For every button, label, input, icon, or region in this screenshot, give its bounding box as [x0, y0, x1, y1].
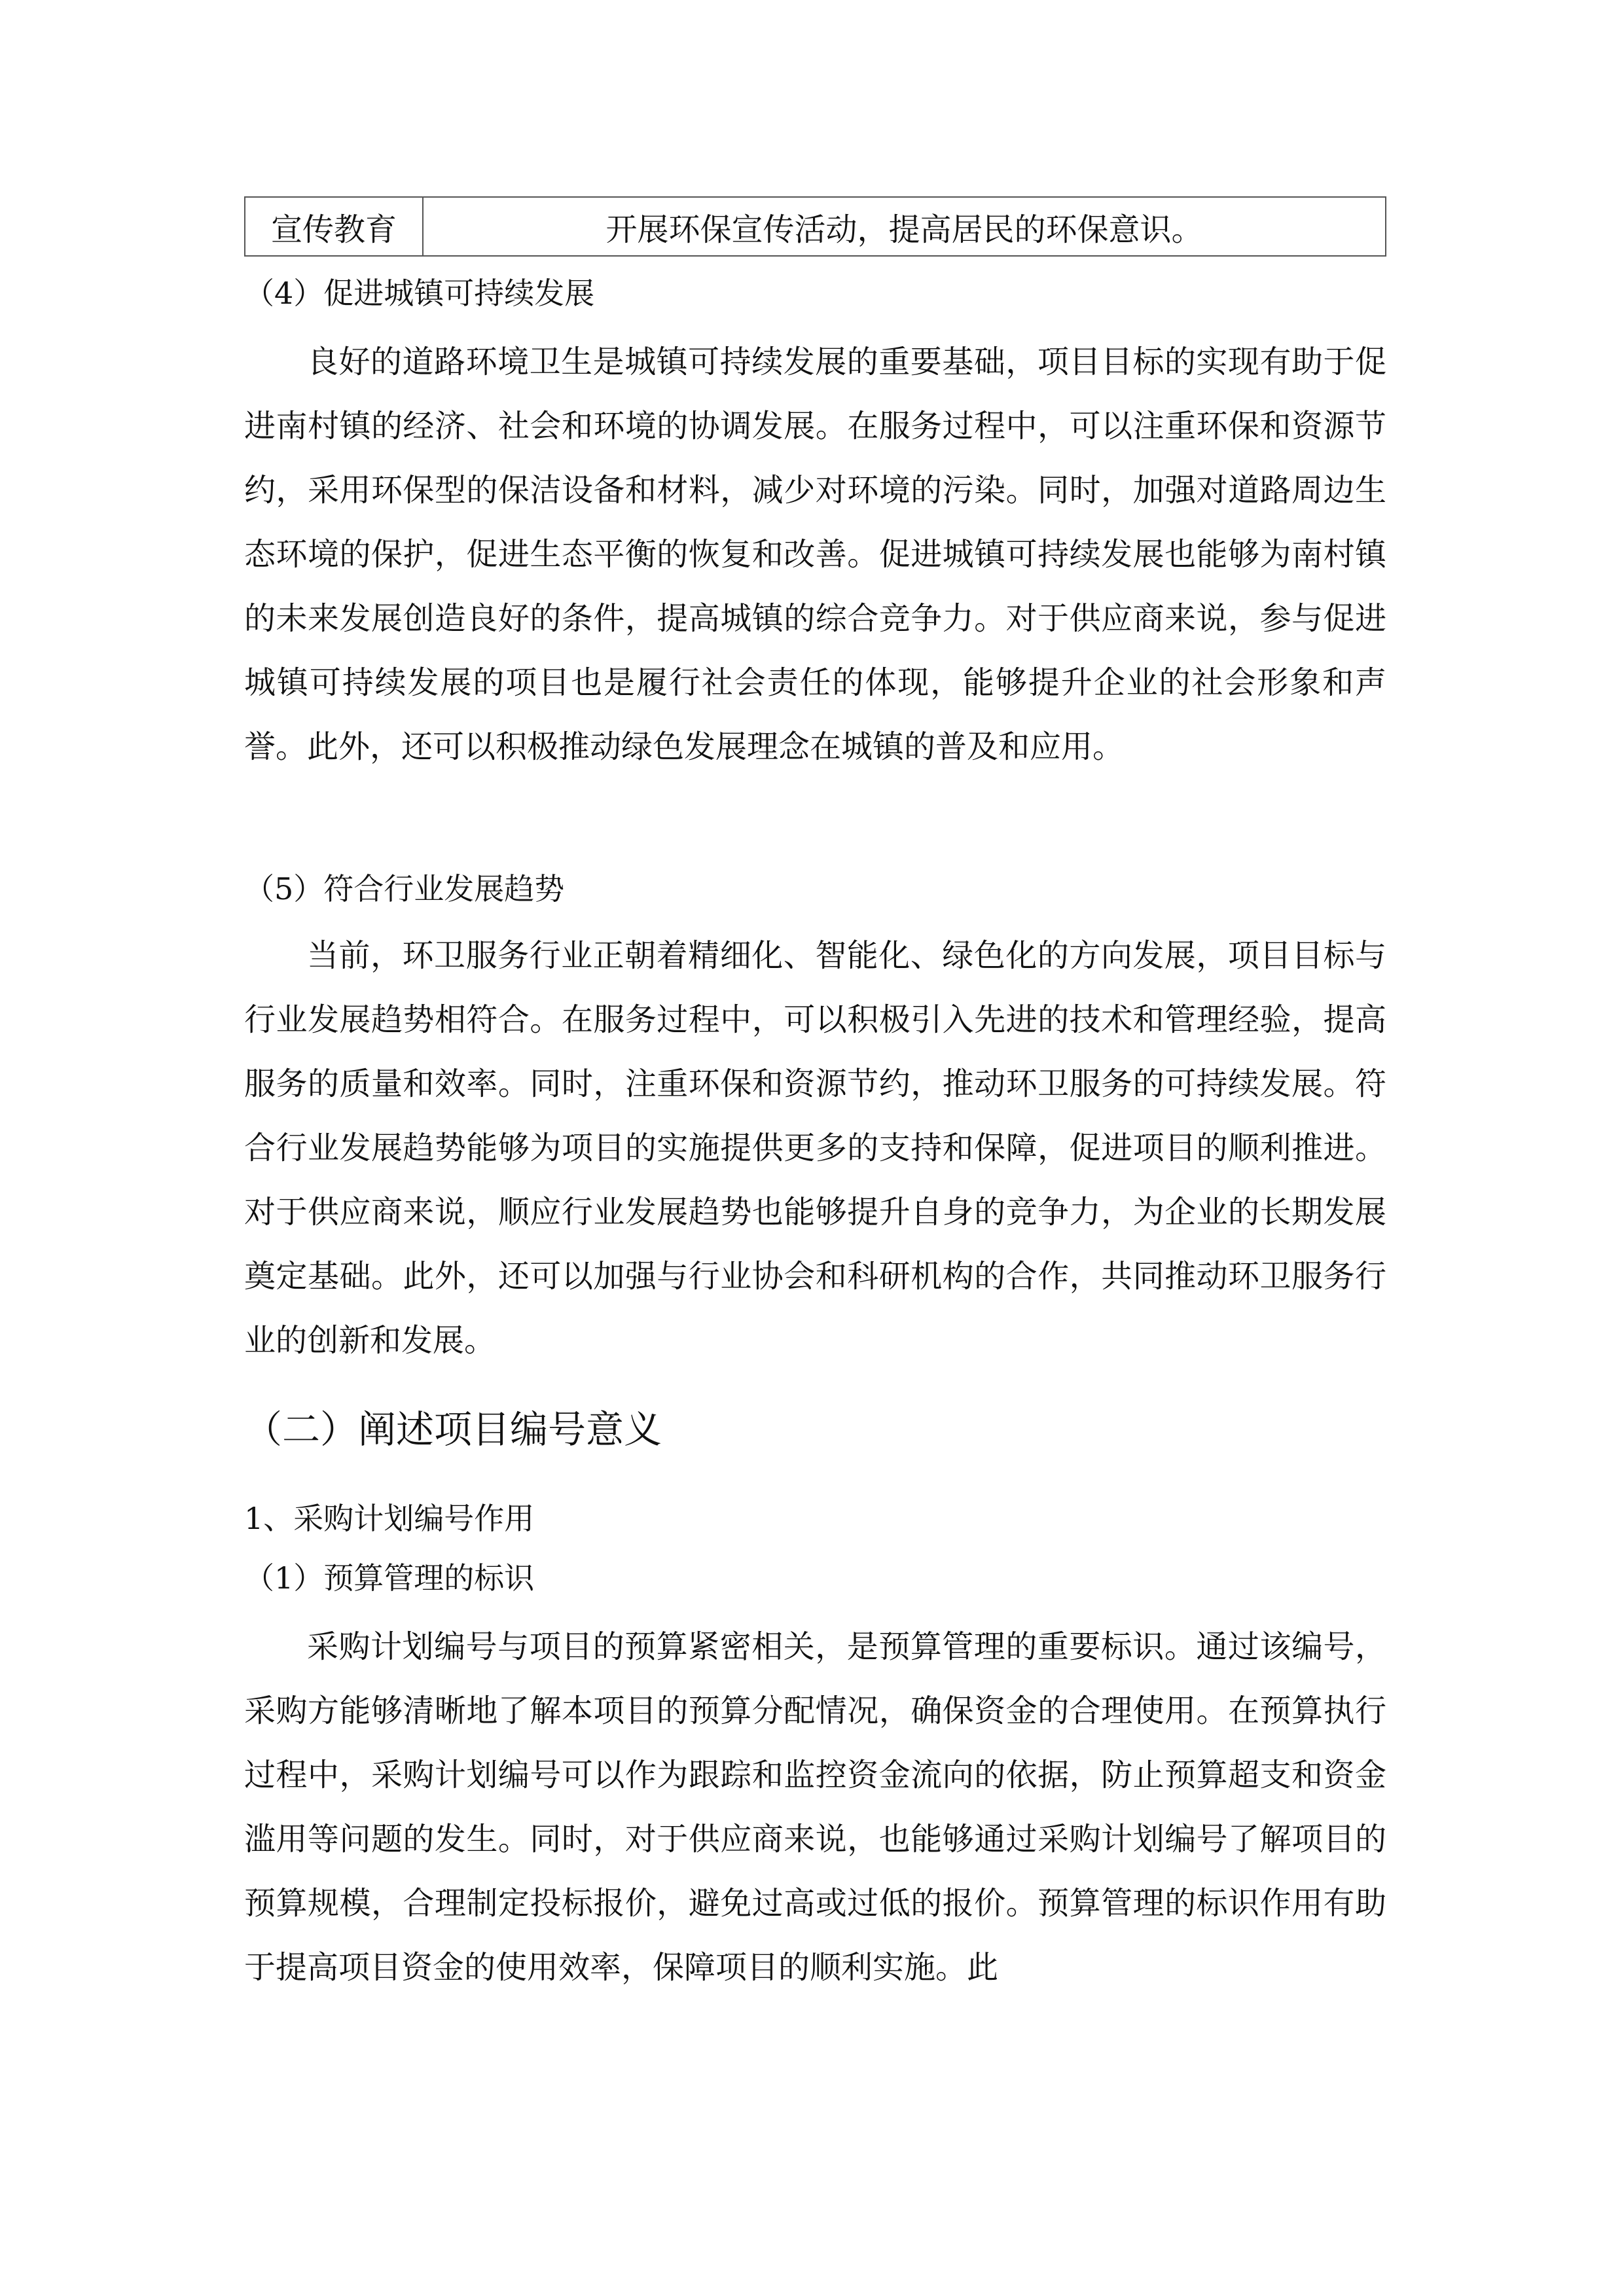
paragraph-budget: 采购计划编号与项目的预算紧密相关，是预算管理的重要标识。通过该编号，采购方能够清晰地了解本项目的预算分配情况，确保资金的合理使用。在预算执行过程中，采购计划编号可以作为跟踪和监控资金流向的依据，防止预算超支和资金滥用等问题的发生。同时，对于供应商来说，也能够通过采购计划编号了解项目的预算规模，合理制定投标报价，避免过高或过低的报价。预算管理的标识作用有助于提高项目资金的使用效率，保障项目的顺利实施。此 [244, 1628, 1386, 1986]
heading-chapter-2: （二）阐述项目编号意义 [244, 1407, 662, 1452]
heading-trend: （5）符合行业发展趋势 [244, 871, 565, 906]
table-cell-label: 宣传教育 [245, 197, 423, 256]
paragraph-sustainable: 良好的道路环境卫生是城镇可持续发展的重要基础，项目目标的实现有助于促进南村镇的经济、社会和环境的协调发展。在服务过程中，可以注重环保和资源节约，采用环保型的保洁设备和材料，减少对环境的污染。同时，加强对道路周边生态环境的保护，促进生态平衡的恢复和改善。促进城镇可持续发展也能够为南村镇的未来发展创造良好的条件，提高城镇的综合竞争力。对于供应商来说，参与促进城镇可持续发展的项目也是履行社会责任的体现，能够提升企业的社会形象和声誉。此外，还可以积极推动绿色发展理念在城镇的普及和应用。 [244, 344, 1386, 765]
info-table [244, 196, 1386, 257]
paragraph-trend: 当前，环卫服务行业正朝着精细化、智能化、绿色化的方向发展，项目目标与行业发展趋势相符合。在服务过程中，可以积极引入先进的技术和管理经验，提高服务的质量和效率。同时，注重环保和资源节约，推动环卫服务的可持续发展。符合行业发展趋势能够为项目的实施提供更多的支持和保障，促进项目的顺利推进。对于供应商来说，顺应行业发展趋势也能够提升自身的竞争力，为企业的长期发展奠定基础。此外，还可以加强与行业协会和科研机构的合作，共同推动环卫服务行业的创新和发展。 [244, 937, 1386, 1359]
heading-sustainable: （4）促进城镇可持续发展 [244, 276, 595, 311]
table-row [245, 197, 1386, 256]
heading-procurement-number: 1、采购计划编号作用 [244, 1501, 535, 1536]
heading-budget: （1）预算管理的标识 [244, 1560, 535, 1596]
table-cell-content: 开展环保宣传活动，提高居民的环保意识。 [423, 197, 1386, 256]
